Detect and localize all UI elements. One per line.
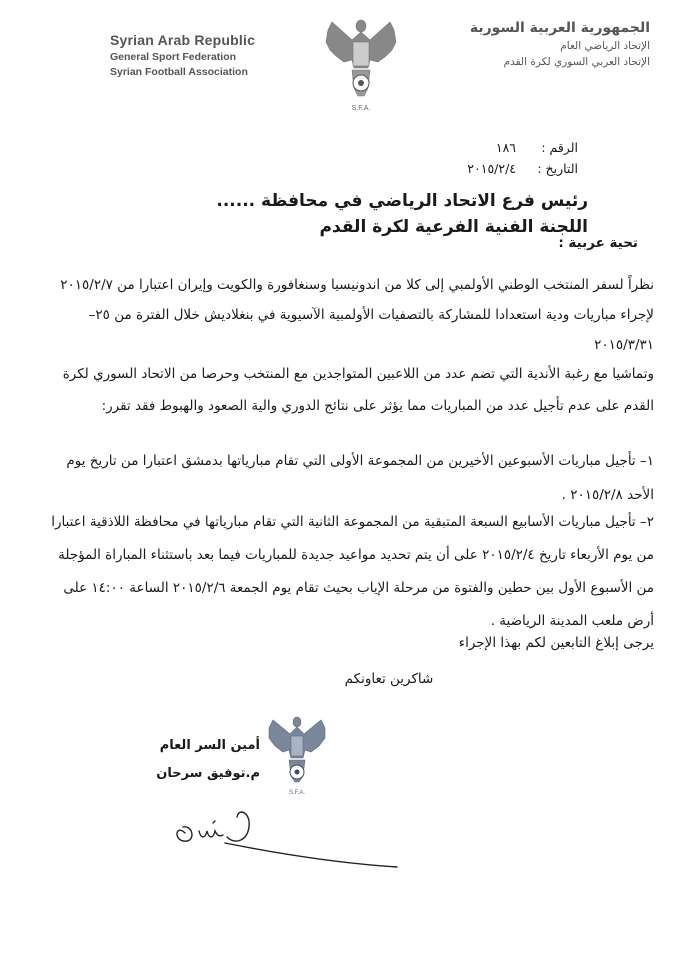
reference-date-value: ٢٠١٥/٢/٤ (467, 161, 517, 176)
reference-date-label: التاريخ : (537, 161, 578, 176)
header-arabic (470, 20, 650, 68)
reference-date (467, 161, 578, 176)
reference-number-label: الرقم : (541, 140, 578, 155)
instruction-note: يرجى إبلاغ التابعين لكم بهذا الإجراء (458, 635, 654, 651)
reference-number-value: ١٨٦ (495, 140, 517, 155)
decision-item-2: ٢– تأجيل مباريات الأسابيع السبعة المتبقية من المجموعة الثانية التي تقام مبارياتها في محافظة اللاذقية اعتبارا من يوم الأربعاء تاريخ ٢٠١٥/٢/٤ على أن يتم تحديد مواعيد جديدة للمباريات فيما بعد باستثناء المباراة المؤجلة من الأسبوع الأول بين حطين والفتوة من مرحلة الإياب بحيث تقام يوم الجمعة ٢٠١٥/٢/٦ الساعة ١٤:٠٠ على أرض ملعب المدينة الرياضية . (51, 514, 654, 629)
signatory-title: أمين السر العام (159, 738, 260, 753)
emblem-caption: S.F.A. (351, 105, 371, 112)
header-english-country: Syrian Arab Republic (110, 32, 256, 48)
recipient-line-2: اللجنة الفنية الفرعية لكرة القدم (319, 217, 588, 237)
closing-thanks: شاكرين تعاونكم (344, 671, 434, 687)
recipient (216, 188, 588, 240)
header-arabic-association: الإتحاد العربي السوري لكرة القدم (503, 56, 650, 68)
signatory-name: م.توفيق سرحان (156, 766, 260, 781)
header-english-federation: General Sport Federation (110, 51, 237, 63)
handwritten-signature-icon (165, 795, 405, 870)
association-stamp-icon (265, 712, 329, 798)
greeting: تحية عربية : (558, 235, 638, 251)
recipient-line-1: رئيس فرع الاتحاد الرياضي في محافظة ...... (216, 191, 588, 211)
svg-text:S.F.A.: S.F.A. (288, 790, 306, 796)
paragraph-2: وتماشيا مع رغبة الأندية التي تضم عدد من اللاعبين المتواجدين مع المنتخب وحرصا من الاتحاد السوري لكرة القدم على عدم تأجيل عدد من المباريات مما يؤثر على نتائج الدوري والية الصعود والهبوط فقد تقرر: (62, 366, 654, 414)
eagle-emblem-icon (322, 10, 400, 110)
header-arabic-federation: الإتحاد الرياضي العام (560, 40, 650, 52)
reference-number (496, 140, 578, 155)
paragraph-1: نظراً لسفر المنتخب الوطني الأولمبي إلى كلا من اندونيسيا وسنغافورة والكويت وإيران اعتبارا من ٢٠١٥/٢/٧ لإجراء مباريات ودية استعدادا للمشاركة بالتصفيات الأولمبية الآسيوية في بنغلاديش خلال الفترة من ٢٥– ٢٠١٥/٣/٣١ (60, 277, 654, 353)
decision-item-1: ١– تأجيل مباريات الأسبوعين الأخيرين من المجموعة الأولى التي تقام مبارياتها بدمشق اعتبارا من تاريخ يوم الأحد ٢٠١٥/٢/٨ . (66, 453, 654, 503)
header-arabic-country: الجمهورية العربية السورية (469, 20, 650, 36)
header-english-association: Syrian Football Association (110, 66, 248, 78)
header-english (110, 32, 255, 78)
